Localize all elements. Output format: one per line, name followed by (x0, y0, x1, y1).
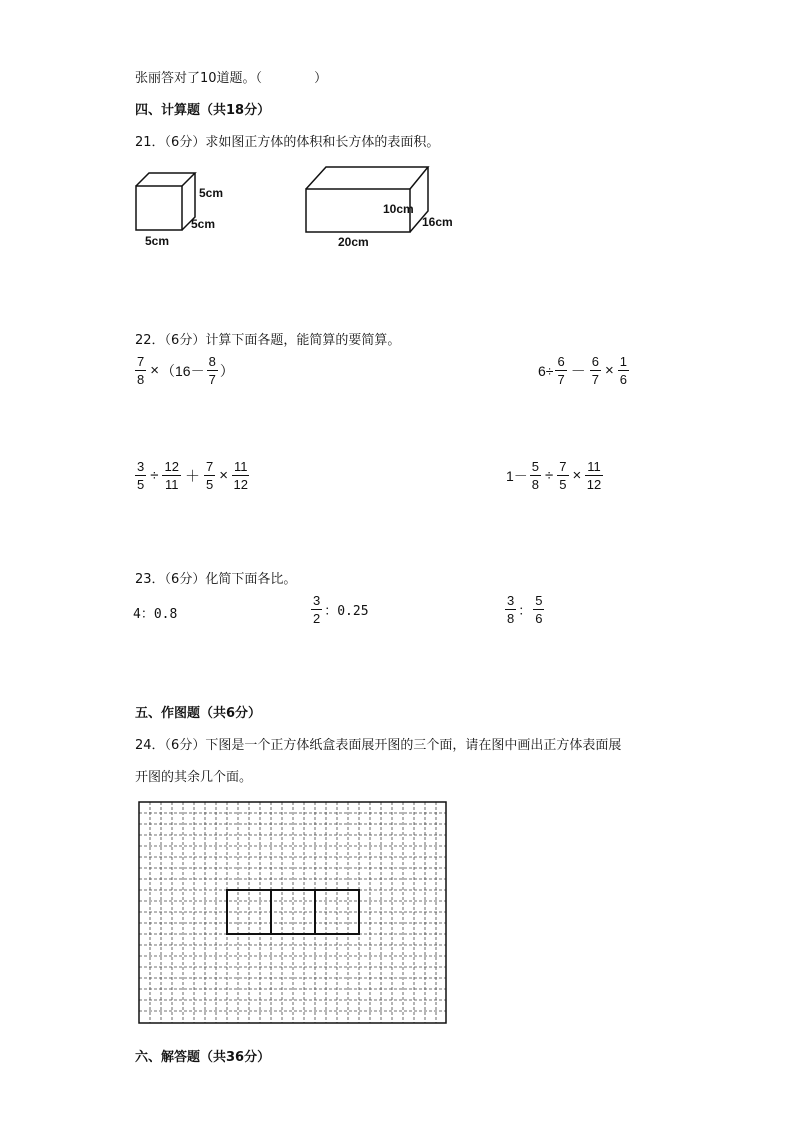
q24-line-1: 24．（6分）下图是一个正方体纸盒表面展开图的三个面，请在图中画出正方体表面展 (135, 738, 622, 753)
cube-net-grid[interactable] (138, 801, 448, 1025)
cuboid-figure (300, 162, 465, 254)
times-sign: × (219, 467, 228, 484)
q22-expression-2 (538, 355, 631, 386)
fraction: $\frac{3}{5}$ (137, 459, 145, 492)
fraction: $\frac{3}{8}$ (507, 593, 515, 626)
fraction: $\frac{11}{12}$ (586, 459, 602, 492)
q23-text: 23．（6分）化简下面各比。 (135, 572, 297, 587)
cuboid-height-label: 10cm (383, 202, 414, 216)
q23-ratio-3 (503, 594, 546, 625)
q21-text: 21．（6分）求如图正方体的体积和长方体的表面积。 (135, 135, 440, 150)
fraction: $\frac{7}{5}$ (559, 459, 567, 492)
expr-text: 1－ (506, 467, 528, 484)
q22-expression-3 (133, 460, 251, 491)
fraction: $\frac{5}{8}$ (531, 459, 540, 492)
cube-height-label: 5cm (199, 186, 224, 200)
answer-blank[interactable] (262, 71, 314, 86)
fraction: $\frac{3}{2}$ (313, 593, 321, 626)
q24-line-2: 开图的其余几个面。 (135, 770, 253, 785)
expr-text: ：0.25 (324, 604, 369, 619)
expr-text: （16－ (161, 362, 205, 379)
section-4-title: 四、计算题（共18分） (135, 103, 271, 118)
expr-text: ） (219, 362, 234, 379)
q22-text: 22．（6分）计算下面各题，能简算的要简算。 (135, 333, 401, 348)
cuboid-length-label: 20cm (338, 235, 369, 249)
top-line-text: 张丽答对了10道题。（ (135, 71, 263, 86)
times-sign: × (604, 362, 614, 379)
times-sign: × (150, 362, 159, 379)
section-6-title: 六、解答题（共36分） (135, 1050, 271, 1065)
minus-sign: － (570, 363, 586, 380)
expr-text: 6÷ (538, 362, 554, 379)
top-line-close: ） (314, 71, 328, 86)
fraction: $\frac{7}{5}$ (205, 459, 214, 492)
cube-figure (130, 166, 230, 252)
fraction: $\frac{6}{7}$ (557, 354, 565, 387)
cube-depth-label: 5cm (191, 217, 216, 231)
times-sign: × (572, 467, 582, 484)
top-line (135, 67, 327, 86)
divide-sign: ÷ (545, 467, 554, 484)
fraction: $\frac{1}{6}$ (619, 354, 627, 387)
cuboid-depth-label: 16cm (422, 215, 453, 229)
fraction: $\frac{8}{7}$ (208, 354, 216, 387)
colon-sign: ： (518, 604, 532, 619)
divide-sign: ÷ (150, 467, 159, 484)
fraction: $\frac{5}{6}$ (535, 593, 543, 626)
fraction: $\frac{11}{12}$ (233, 459, 248, 492)
fraction: $\frac{6}{7}$ (591, 354, 599, 387)
fraction: $\frac{7}{8}$ (137, 354, 145, 387)
q22-expression-1 (133, 355, 234, 386)
fraction: $\frac{12}{11}$ (164, 459, 179, 492)
q23-ratio-2 (309, 594, 369, 625)
plus-sign: ＋ (184, 468, 200, 485)
q22-expression-4 (506, 460, 605, 491)
section-5-title: 五、作图题（共6分） (135, 706, 262, 721)
cube-width-label: 5cm (145, 234, 170, 248)
q23-ratio-1: 4：0.8 (133, 607, 178, 622)
